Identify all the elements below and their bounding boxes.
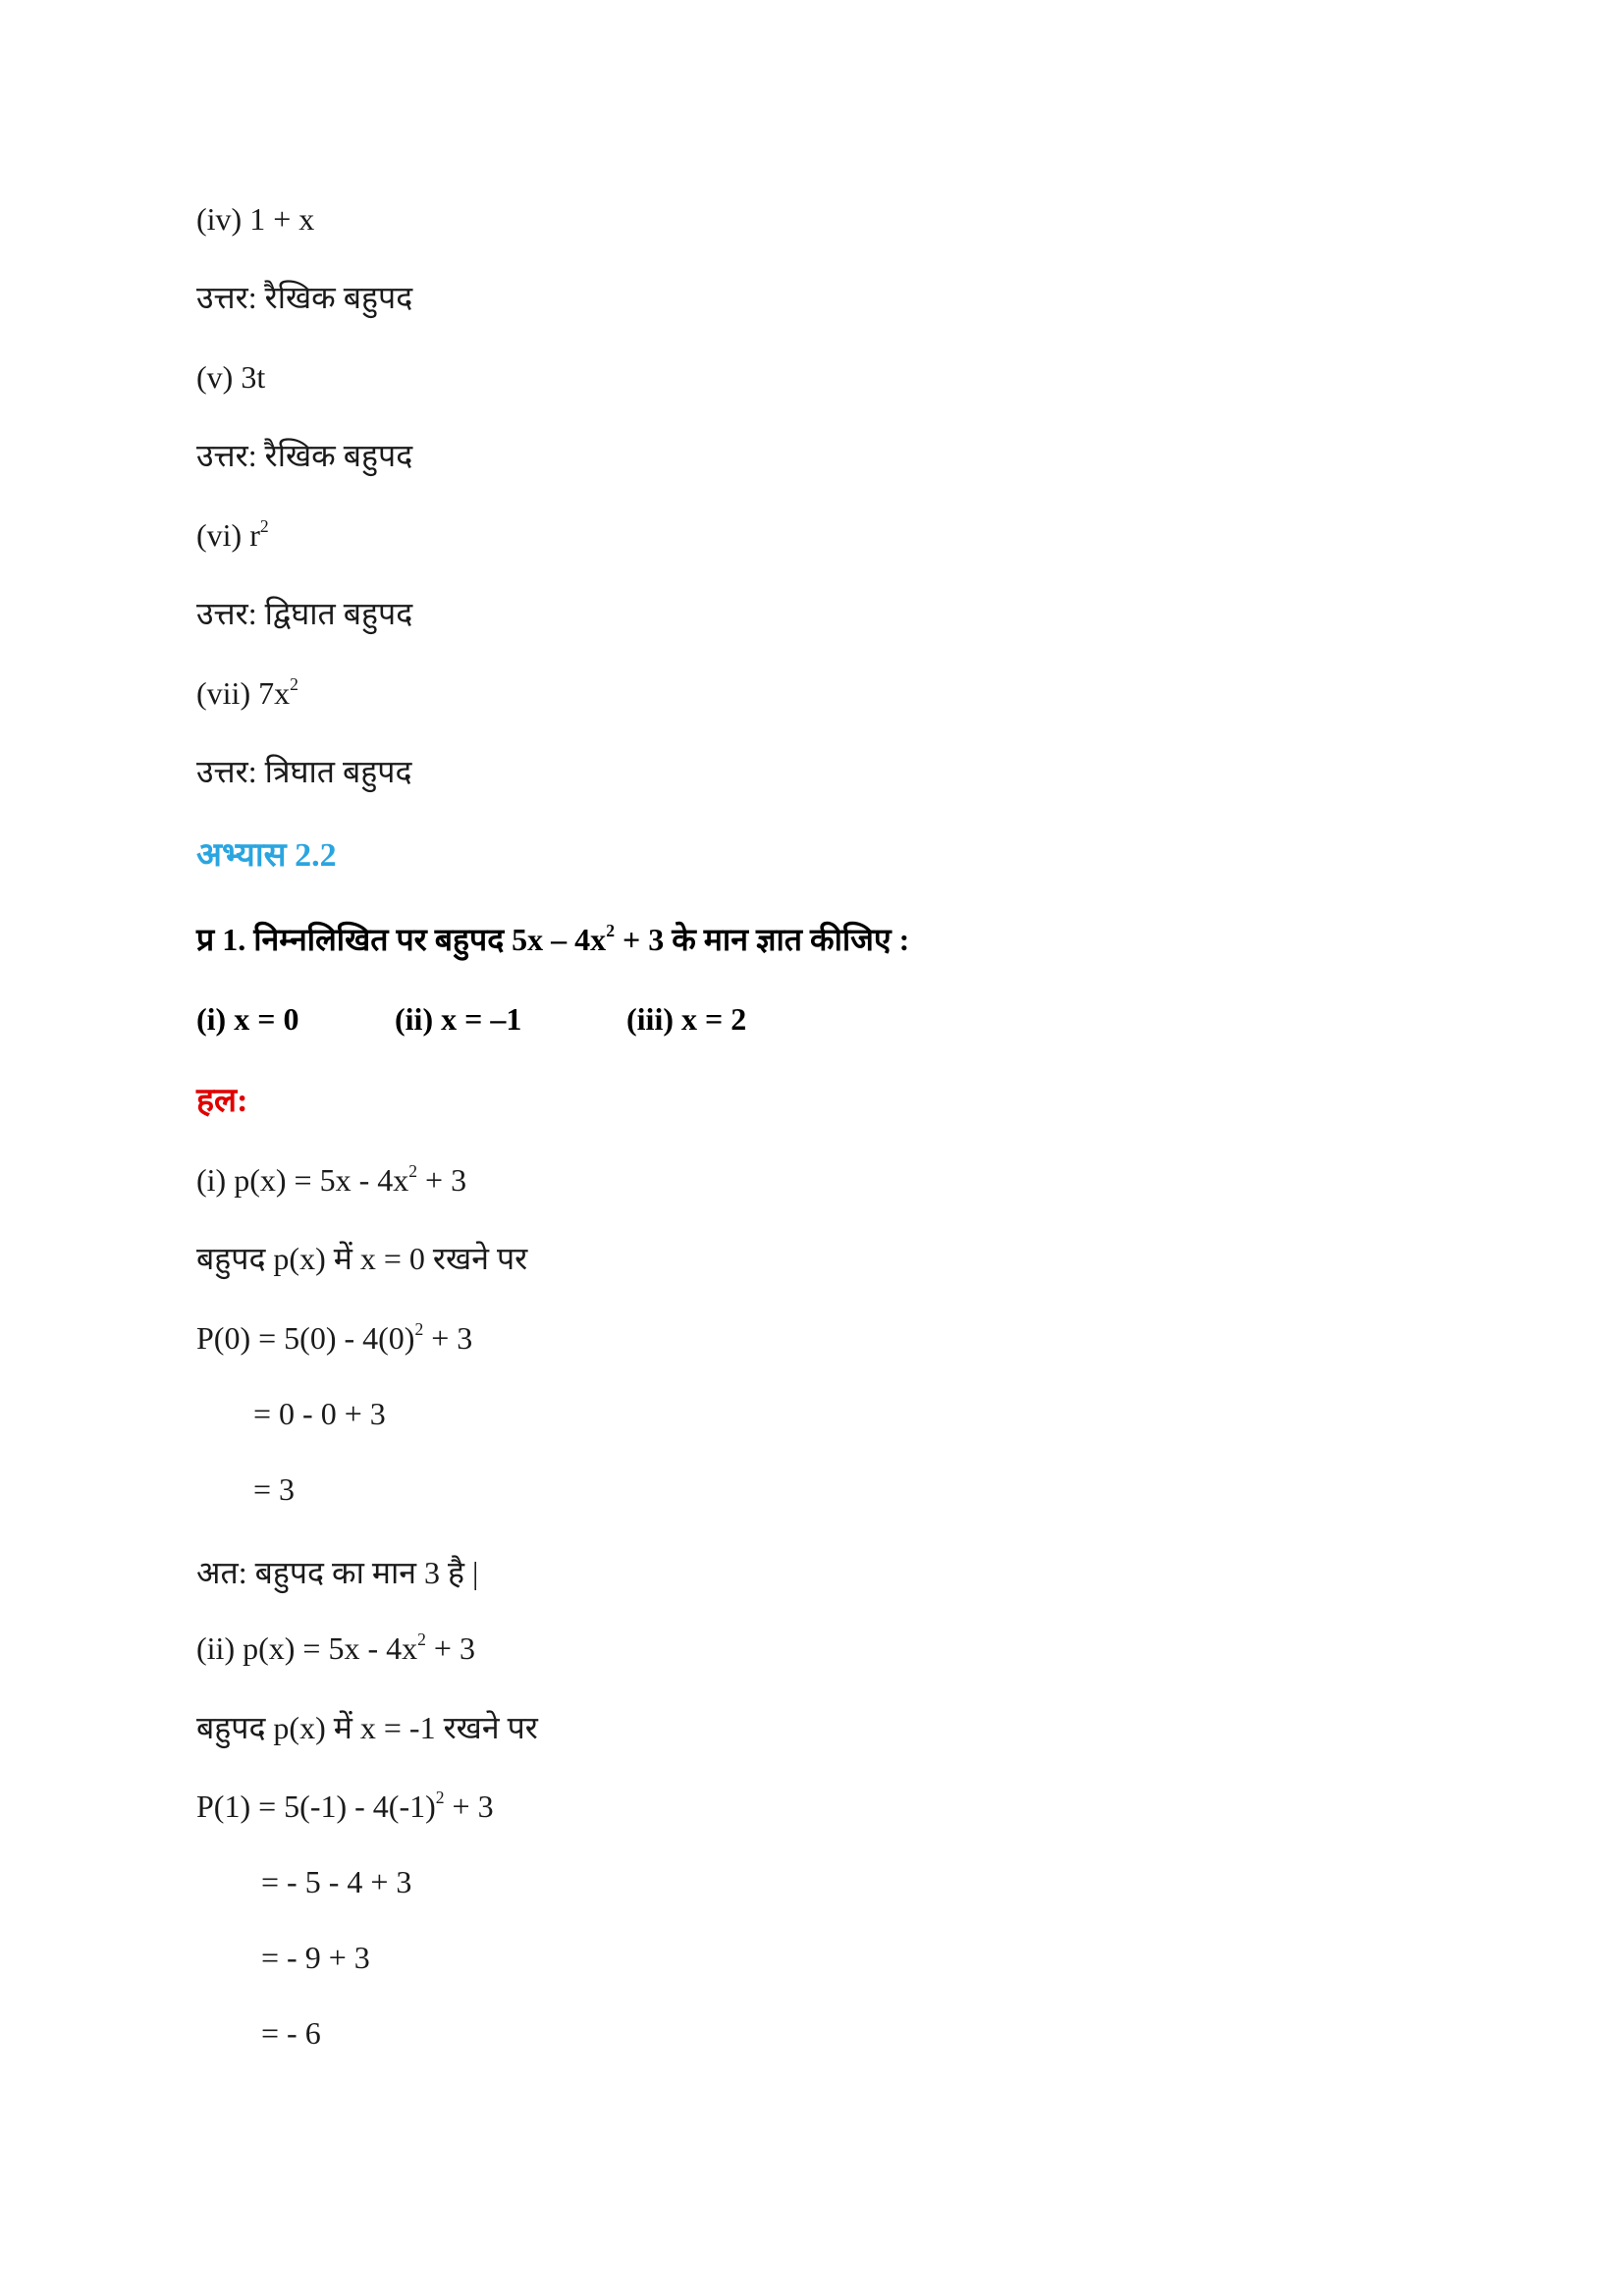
question-text-post: + 3 के मान ज्ञात कीजिए : <box>614 922 910 957</box>
sol-i-eval-pre: P(0) = 5(0) - 4(0) <box>196 1320 415 1356</box>
option-ii: (ii) x = –1 <box>395 1001 522 1037</box>
sol-ii-eval-exp: 2 <box>435 1787 445 1807</box>
sol-ii-step3: = - 6 <box>261 2015 321 2051</box>
sol-i-poly-post: + 3 <box>417 1162 467 1198</box>
sol-ii-eval-post: + 3 <box>444 1789 494 1824</box>
question-exp: 2 <box>606 920 615 940</box>
line-iv: (iv) 1 + x <box>196 201 315 237</box>
sol-ii-step2: = - 9 + 3 <box>261 1940 370 1975</box>
sol-ii-eval <box>196 1787 494 1826</box>
line-vi <box>196 515 269 555</box>
answer-v: उत्तर: रैखिक बहुपद <box>196 438 413 473</box>
line-v: (v) 3t <box>196 359 266 395</box>
sol-ii-eval-pre: P(1) = 5(-1) - 4(-1) <box>196 1789 436 1824</box>
question-options <box>196 999 746 1039</box>
line-vii <box>196 673 298 713</box>
line-vi-exp: 2 <box>259 515 269 536</box>
question-text-pre: प्र 1. निम्नलिखित पर बहुपद 5x – 4x <box>196 922 607 957</box>
sol-i-eval <box>196 1318 472 1358</box>
sol-ii-poly <box>196 1629 475 1668</box>
sol-ii-poly-pre: (ii) p(x) = 5x - 4x <box>196 1630 418 1666</box>
solution-label: हल: <box>196 1083 248 1119</box>
option-i: (i) x = 0 <box>196 1001 299 1037</box>
line-vii-exp: 2 <box>290 673 298 694</box>
answer-vi: उत्तर: द्विघात बहुपद <box>196 596 413 631</box>
exercise-heading: अभ्यास 2.2 <box>196 837 337 874</box>
line-vi-text: (vi) r <box>196 517 260 553</box>
sol-i-poly-exp: 2 <box>408 1160 418 1181</box>
sol-i-poly-pre: (i) p(x) = 5x - 4x <box>196 1162 409 1198</box>
sol-ii-poly-post: + 3 <box>425 1630 475 1666</box>
option-iii: (iii) x = 2 <box>626 1001 747 1037</box>
sol-i-result: अत: बहुपद का मान 3 है | <box>196 1555 479 1590</box>
line-vii-text: (vii) 7x <box>196 675 291 711</box>
sol-i-eval-exp: 2 <box>414 1318 424 1339</box>
sol-i-poly <box>196 1160 466 1200</box>
sol-ii-step1: = - 5 - 4 + 3 <box>261 1864 412 1899</box>
answer-iv: उत्तर: रैखिक बहुपद <box>196 280 413 315</box>
question-1 <box>196 920 909 959</box>
sol-ii-substitute: बहुपद p(x) में x = -1 रखने पर <box>196 1710 538 1745</box>
sol-i-eval-post: + 3 <box>423 1320 473 1356</box>
sol-ii-poly-exp: 2 <box>417 1629 426 1649</box>
sol-i-substitute: बहुपद p(x) में x = 0 रखने पर <box>196 1241 528 1276</box>
sol-i-step2: = 3 <box>253 1471 296 1507</box>
sol-i-step1: = 0 - 0 + 3 <box>253 1396 386 1431</box>
answer-vii: उत्तर: त्रिघात बहुपद <box>196 754 412 789</box>
